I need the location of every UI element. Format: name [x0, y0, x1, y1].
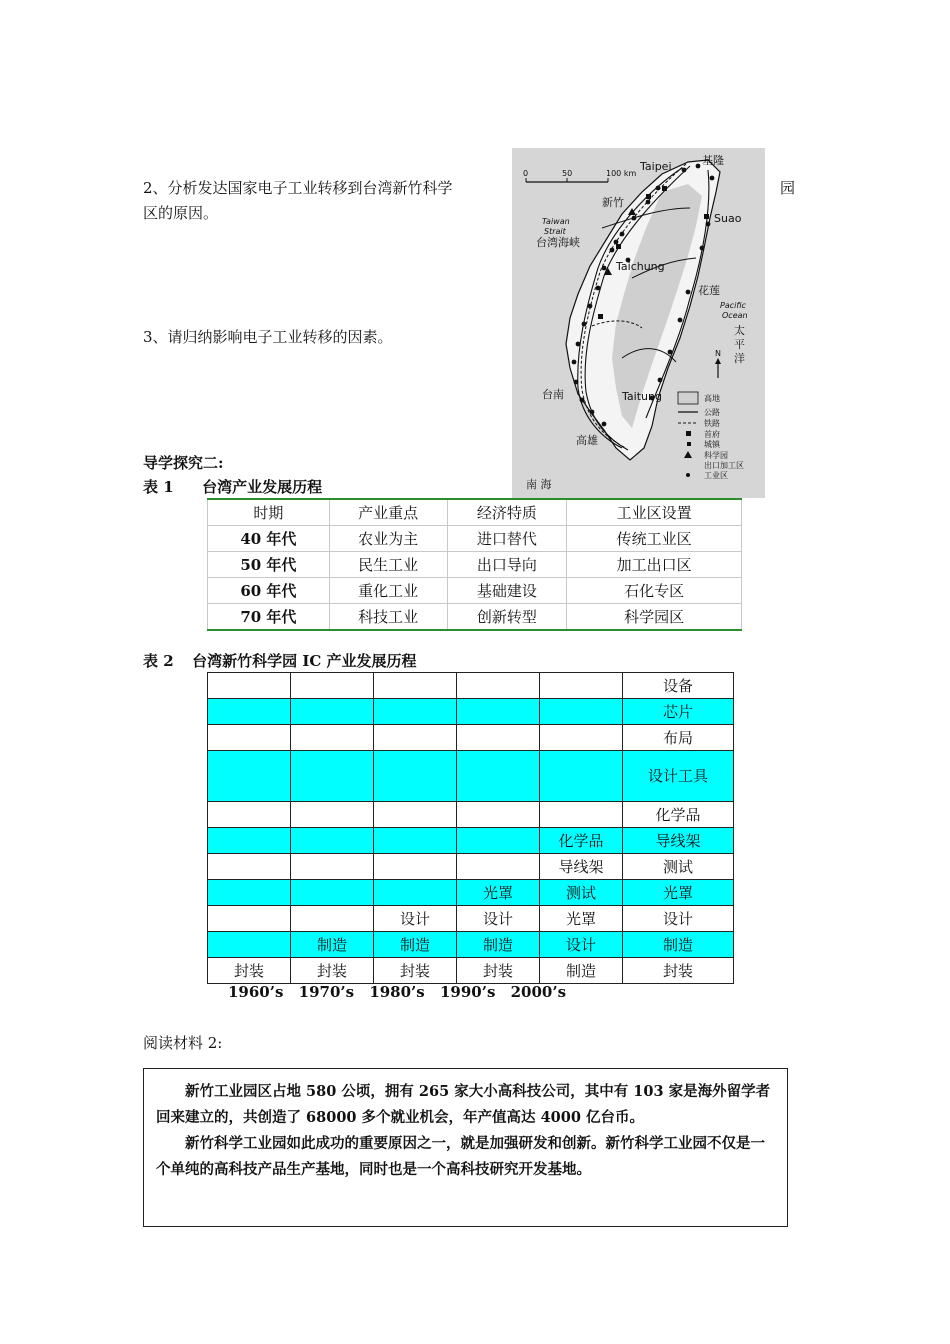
table-cell [208, 699, 291, 725]
table-cell [457, 828, 540, 854]
table1-caption-text: 台湾产业发展历程 [202, 478, 323, 496]
table-cell: 石化专区 [567, 578, 742, 604]
svg-text:首府: 首府 [704, 430, 720, 439]
table-cell [540, 673, 623, 699]
industry-history-table [207, 498, 742, 631]
label-jilong: 基隆 [702, 154, 724, 167]
svg-text:科学园: 科学园 [704, 451, 728, 460]
table-cell: 40 年代 [208, 526, 330, 552]
label-haixia: 台湾海峡 [536, 236, 580, 249]
table-cell: 封装 [457, 958, 540, 984]
reading-paragraph-1: 新竹工业园区占地 580 公顷，拥有 265 家大小高科技公司，其中有 103 家是海外留学者回来建立的，共创造了 68000 多个就业机会，年产值高达 4000 亿台币。 [156, 1083, 771, 1126]
label-taichung: Taichung [616, 260, 665, 273]
table-cell [291, 699, 374, 725]
table-cell: 60 年代 [208, 578, 330, 604]
table-header: 时期 [208, 499, 330, 526]
table-cell: 封装 [374, 958, 457, 984]
question-3: 3、请归纳影响电子工业转移的因素。 [143, 328, 393, 346]
table-cell: 设备 [623, 673, 734, 699]
reading-paragraph-2: 新竹科学工业园如此成功的重要原因之一，就是加强研发和创新。新竹科学工业园不仅是一个单纯的高科技产品生产基地，同时也是一个高科技研究开发基地。 [156, 1135, 765, 1178]
table-row [208, 802, 734, 828]
table-cell: 70 年代 [208, 604, 330, 631]
table-row [208, 880, 734, 906]
table-row [208, 699, 734, 725]
svg-text:工业区: 工业区 [704, 471, 728, 480]
table2-caption [143, 650, 417, 671]
table-cell: 封装 [208, 958, 291, 984]
table-row [208, 828, 734, 854]
table-cell [540, 699, 623, 725]
table-cell: 封装 [623, 958, 734, 984]
scale-50: 50 [562, 169, 573, 178]
label-tainan: 台南 [542, 388, 564, 401]
taiwan-map [512, 148, 765, 498]
table-cell: 设计 [623, 906, 734, 932]
table-row [208, 854, 734, 880]
table-cell: 光罩 [623, 880, 734, 906]
table1-caption [143, 476, 322, 497]
table-cell [208, 725, 291, 751]
table2-caption-text: 台湾新竹科学园 IC 产业发展历程 [192, 652, 417, 670]
table-cell [291, 828, 374, 854]
table-row [208, 725, 734, 751]
label-ocean: Ocean [722, 311, 748, 320]
table-cell [374, 802, 457, 828]
table-cell [291, 906, 374, 932]
table-cell: 导线架 [540, 854, 623, 880]
svg-text:城镇: 城镇 [704, 440, 720, 449]
table-cell [540, 725, 623, 751]
label-suao: Suao [714, 212, 742, 225]
reading-title: 阅读材料 2: [143, 1034, 223, 1052]
table-cell: 光罩 [540, 906, 623, 932]
table-header: 产业重点 [329, 499, 447, 526]
svg-text:出口加工区: 出口加工区 [704, 461, 744, 470]
year-label: 1960’s [228, 983, 284, 1001]
table-cell [457, 802, 540, 828]
table-cell [291, 880, 374, 906]
table-row [208, 526, 742, 552]
table-cell [540, 751, 623, 802]
table-cell: 民生工业 [329, 552, 447, 578]
table-cell: 制造 [623, 932, 734, 958]
table-cell [208, 880, 291, 906]
table-cell [291, 854, 374, 880]
table-row [208, 932, 734, 958]
table-cell: 制造 [540, 958, 623, 984]
table-cell [291, 751, 374, 802]
table-cell [208, 906, 291, 932]
table-cell [291, 673, 374, 699]
table-cell [457, 854, 540, 880]
label-ping: 平 [734, 338, 745, 351]
scale-0: 0 [523, 169, 529, 178]
table-cell: 导线架 [623, 828, 734, 854]
table-cell: 布局 [623, 725, 734, 751]
table-cell [374, 699, 457, 725]
table-row [208, 578, 742, 604]
table-cell: 制造 [291, 932, 374, 958]
table-cell [374, 725, 457, 751]
table-cell: 制造 [457, 932, 540, 958]
table-cell: 设计 [374, 906, 457, 932]
table-cell: 传统工业区 [567, 526, 742, 552]
table-cell [540, 802, 623, 828]
svg-text:铁路: 铁路 [704, 419, 720, 428]
label-taitung: Taitung [622, 390, 662, 403]
table-cell: 设计工具 [623, 751, 734, 802]
table-cell [291, 725, 374, 751]
table-header: 经济特质 [447, 499, 567, 526]
table-cell: 测试 [540, 880, 623, 906]
table-cell [457, 725, 540, 751]
table-cell [208, 854, 291, 880]
label-taiwan: Taiwan [542, 217, 570, 226]
table-cell: 科学园区 [567, 604, 742, 631]
table-cell [208, 828, 291, 854]
table-cell: 出口导向 [447, 552, 567, 578]
table2-caption-num: 表 2 [143, 652, 174, 670]
table-cell: 化学品 [540, 828, 623, 854]
table-cell: 加工出口区 [567, 552, 742, 578]
label-xinzhu: 新竹 [602, 196, 624, 209]
question-2-line1: 2、分析发达国家电子工业转移到台湾新竹科学 [143, 179, 453, 197]
table-cell [374, 854, 457, 880]
table-cell [374, 880, 457, 906]
table-header-row [208, 499, 742, 526]
years-axis [228, 983, 576, 1001]
table-cell: 基础建设 [447, 578, 567, 604]
table-cell [374, 673, 457, 699]
question-2-tail: 园 [780, 179, 796, 197]
table-cell: 设计 [457, 906, 540, 932]
table-row [208, 751, 734, 802]
reading-box [143, 1068, 788, 1227]
table-cell: 封装 [291, 958, 374, 984]
table-cell [457, 699, 540, 725]
table-cell [208, 751, 291, 802]
table-cell [374, 828, 457, 854]
table-cell: 设计 [540, 932, 623, 958]
svg-text:高地: 高地 [704, 394, 720, 403]
table-cell: 进口替代 [447, 526, 567, 552]
table-header: 工业区设置 [567, 499, 742, 526]
section-title: 导学探究二: [143, 454, 224, 472]
table-cell [374, 751, 457, 802]
ic-industry-table [207, 672, 734, 984]
table-cell: 科技工业 [329, 604, 447, 631]
table-row [208, 958, 734, 984]
scale-100: 100 km [606, 169, 637, 178]
label-yang: 洋 [734, 352, 745, 365]
table-row [208, 552, 742, 578]
table-cell: 芯片 [623, 699, 734, 725]
year-label: 1990’s [439, 983, 496, 1001]
table-row [208, 906, 734, 932]
label-taipei: Taipei [640, 160, 672, 173]
table-cell: 制造 [374, 932, 457, 958]
svg-text:公路: 公路 [704, 408, 720, 417]
table-cell [291, 802, 374, 828]
year-label: 2000’s [510, 983, 567, 1001]
label-nanhai: 南 海 [526, 478, 552, 491]
year-label: 1980’s [369, 983, 425, 1001]
table-cell: 50 年代 [208, 552, 330, 578]
table-cell: 创新转型 [447, 604, 567, 631]
table-cell: 光罩 [457, 880, 540, 906]
year-label: 1970’s [298, 983, 355, 1001]
table-cell [457, 673, 540, 699]
table-row [208, 604, 742, 631]
table-cell [208, 932, 291, 958]
label-tai: 太 [734, 324, 745, 337]
table-cell [208, 802, 291, 828]
table-cell: 重化工业 [329, 578, 447, 604]
table-cell: 化学品 [623, 802, 734, 828]
table-cell: 农业为主 [329, 526, 447, 552]
label-hualian: 花莲 [698, 284, 720, 297]
table-cell: 测试 [623, 854, 734, 880]
table-row [208, 673, 734, 699]
question-2-line2: 区的原因。 [143, 204, 219, 222]
table-cell [457, 751, 540, 802]
label-strait: Strait [544, 227, 566, 236]
table-cell [208, 673, 291, 699]
north-label: N [715, 349, 721, 358]
label-gaoxiong: 高雄 [576, 434, 598, 447]
label-pacific: Pacific [720, 301, 746, 310]
table1-caption-num: 表 1 [143, 478, 174, 496]
